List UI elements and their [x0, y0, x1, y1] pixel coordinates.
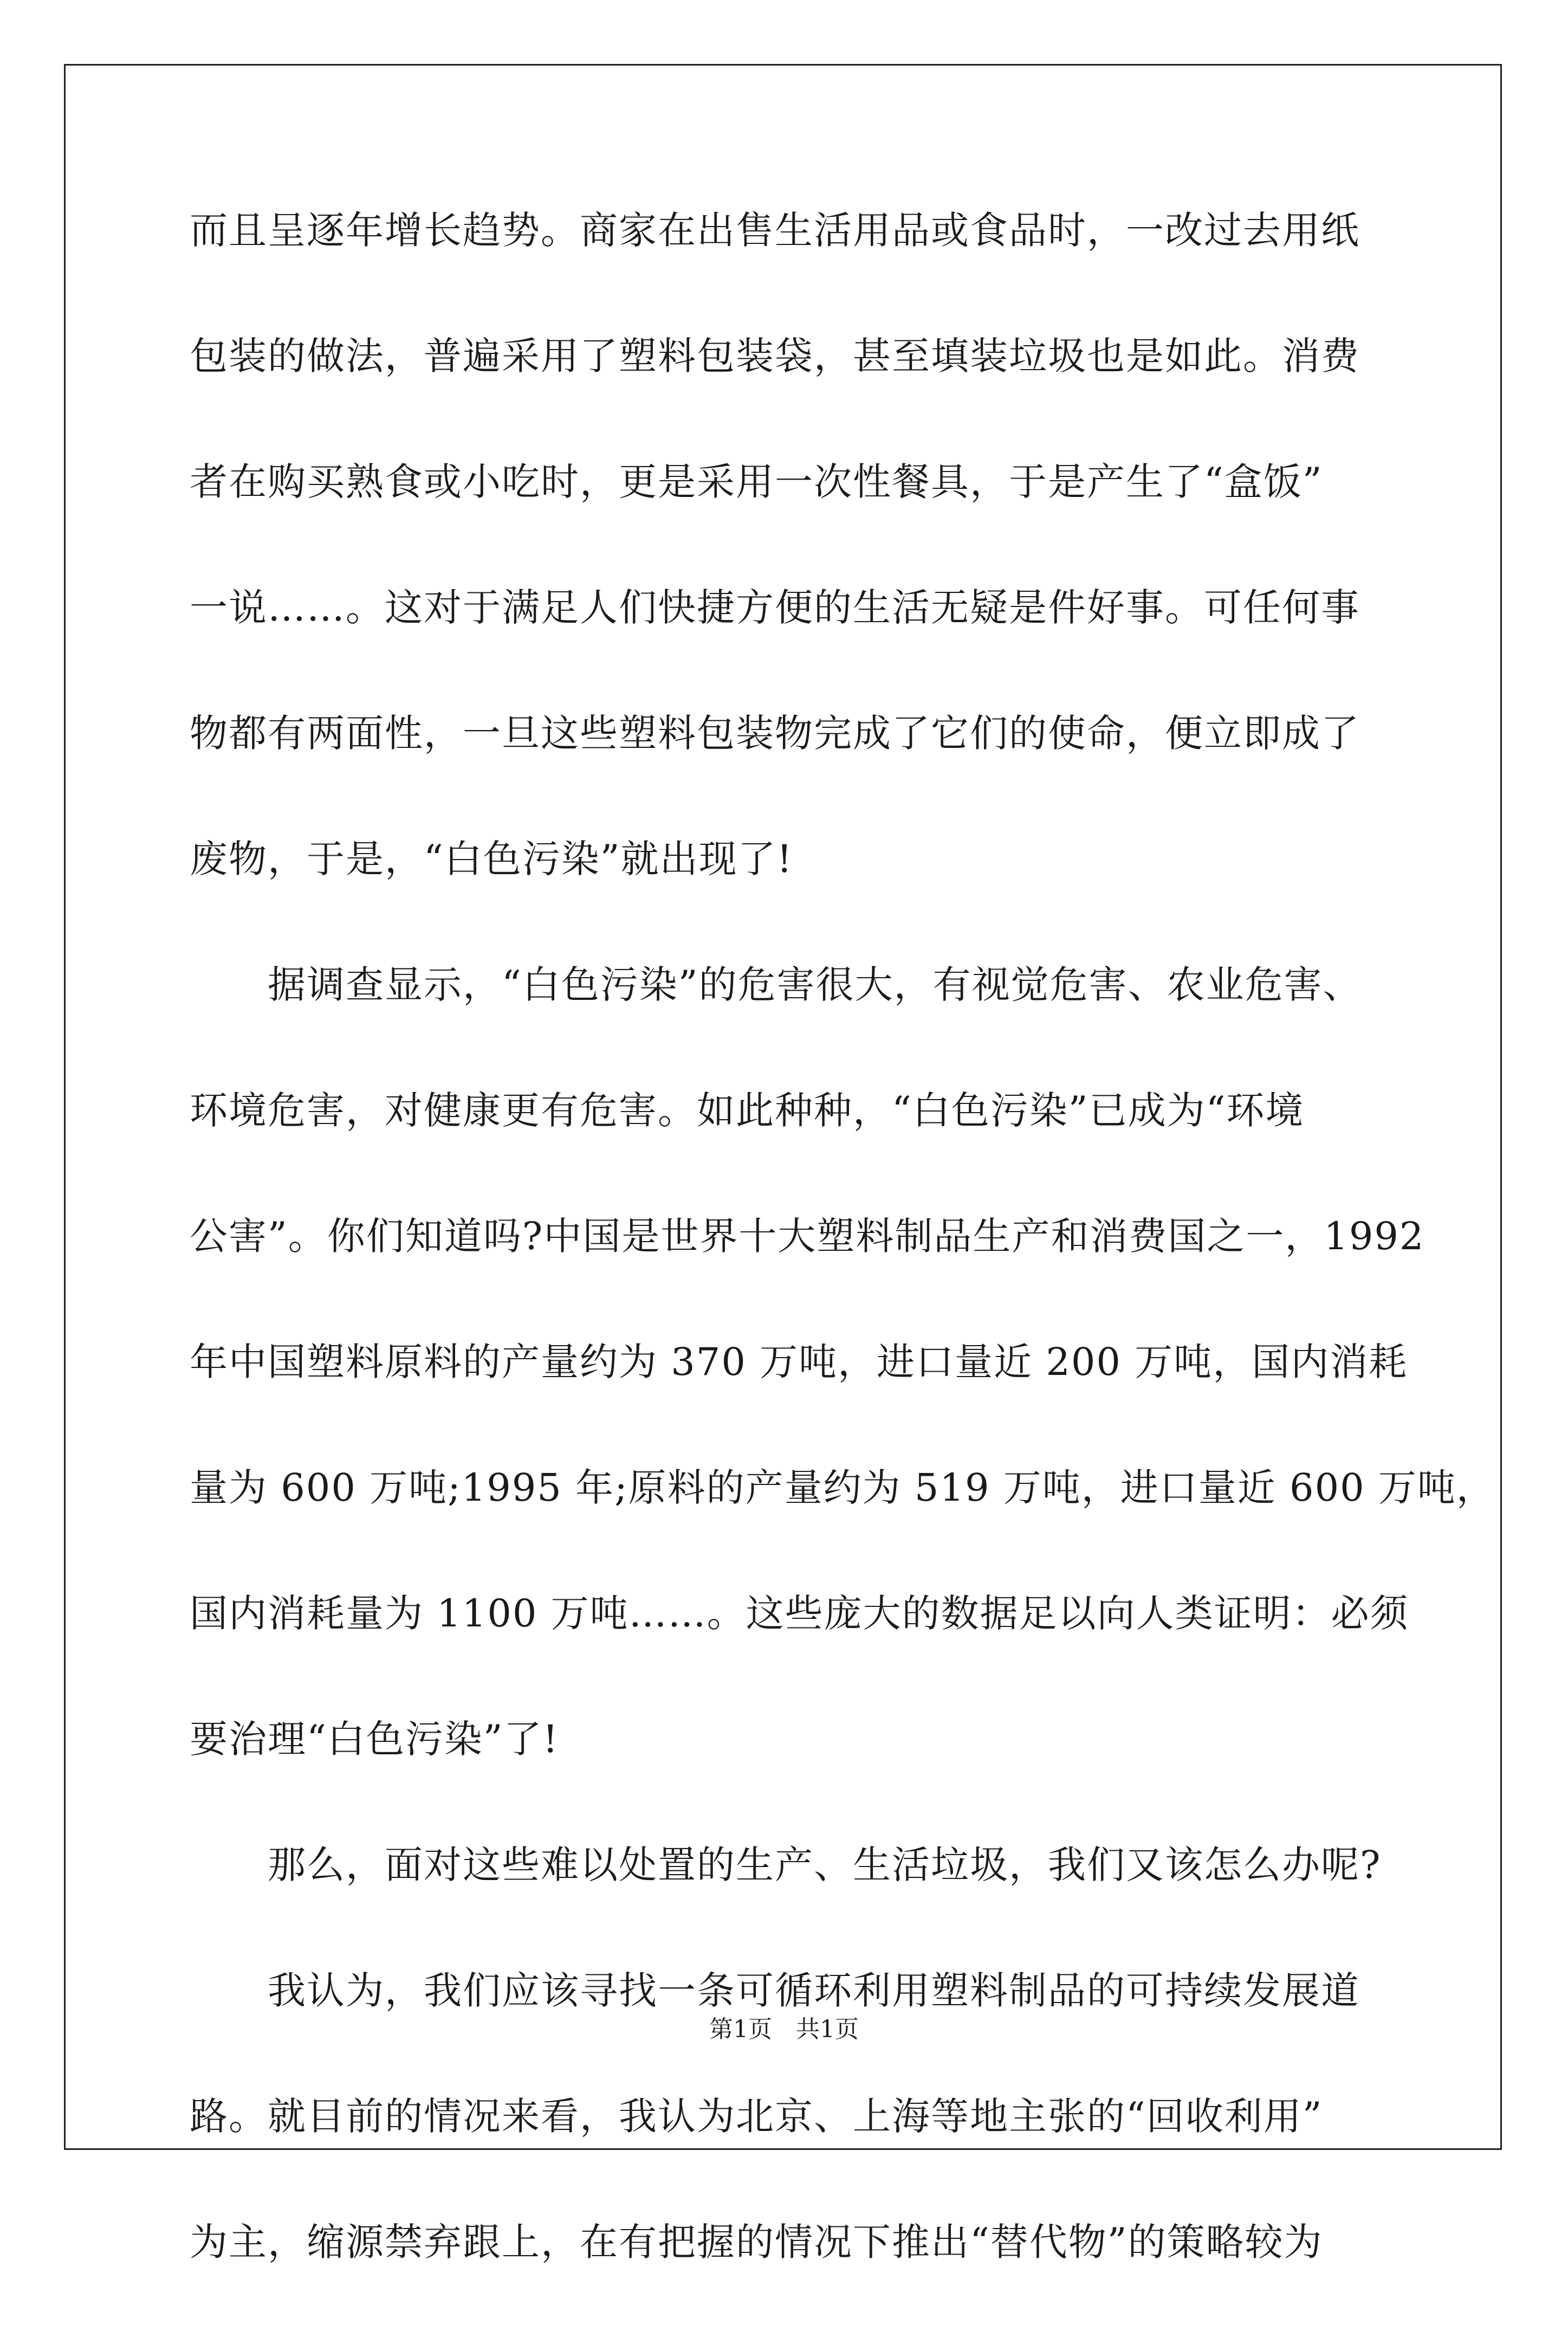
- page-footer: 第1页 共1页: [709, 2016, 859, 2043]
- text-line: 年中国塑料原料的产量约为 370 万吨，进口量近 200 万吨，国内消耗: [190, 1340, 1408, 1384]
- text-line: 包装的做法，普遍采用了塑料包装袋，甚至填装垃圾也是如此。消费: [190, 334, 1360, 378]
- text-line: 环境危害，对健康更有危害。如此种种，“白色污染”已成为“环境: [190, 1088, 1305, 1133]
- text-line: 物都有两面性，一旦这些塑料包装物完成了它们的使命，便立即成了: [190, 711, 1360, 755]
- text-line: 一说……。这对于满足人们快捷方便的生活无疑是件好事。可任何事: [190, 585, 1360, 630]
- text-line: 废物，于是，“白色污染”就出现了!: [190, 837, 793, 881]
- text-line: 据调查显示，“白色污染”的危害很大，有视觉危害、农业危害、: [190, 963, 1362, 1007]
- text-line: 我认为，我们应该寻找一条可循环利用塑料制品的可持续发展道: [190, 1968, 1360, 2013]
- text-line: 国内消耗量为 1100 万吨……。这些庞大的数据足以向人类证明：必须: [190, 1591, 1409, 1636]
- text-line: 为主，缩源禁弃跟上，在有把握的情况下推出“替代物”的策略较为: [190, 2220, 1323, 2264]
- text-line: 量为 600 万吨;1995 年;原料的产量约为 519 万吨，进口量近 600 万吨，: [190, 1465, 1495, 1510]
- text-line: 而且呈逐年增长趋势。商家在出售生活用品或食品时，一改过去用纸: [190, 208, 1360, 253]
- text-line: 要治理“白色污染”了!: [190, 1717, 559, 1761]
- text-line: 公害”。你们知道吗?中国是世界十大塑料制品生产和消费国之一，1992: [190, 1214, 1425, 1258]
- text-line: 路。就目前的情况来看，我认为北京、上海等地主张的“回收利用”: [190, 2094, 1323, 2139]
- text-line: 者在购买熟食或小吃时，更是采用一次性餐具，于是产生了“盒饭”: [190, 460, 1323, 504]
- text-line: 那么，面对这些难以处置的生产、生活垃圾，我们又该怎么办呢?: [190, 1843, 1382, 1887]
